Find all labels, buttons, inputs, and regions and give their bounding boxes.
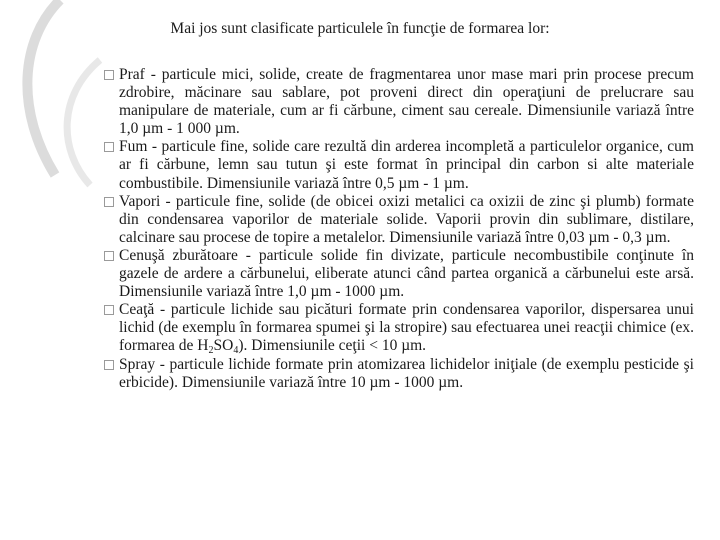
- formula-subscript-4: 4: [233, 345, 239, 357]
- bullet-box-icon: [104, 305, 114, 315]
- list-item: [104, 301, 694, 355]
- list-item-text: Cenuşă zburătoare - particule solide fin divizate, particule necombustibile conţinute în gazele de ardere a cărbunelui, eliberate atunci când partea organică a cărbunelui este arsă. Dimensiunile variază între 1,0 µm - 1000 µm.: [119, 246, 694, 301]
- bullet-box-icon: [104, 70, 114, 80]
- bullet-box-icon: [104, 251, 114, 261]
- list-item-text: Fum - particule fine, solide care rezultă din arderea incompletă a particulelor organice, cum ar fi cărbune, lemn sau tutun şi este format în principal din carbon si alte materiale combustibile. Dimensiunile variază între 0,5 µm - 1 µm.: [119, 138, 694, 192]
- bullet-box-icon: [104, 197, 114, 207]
- list-item-text: Spray - particule lichide formate prin atomizarea lichidelor iniţiale (de exemplu pesticide şi erbicide). Dimensiunile variază între 10 µm - 1000 µm.: [119, 355, 694, 391]
- particle-classification-list: [104, 66, 694, 392]
- list-item: [104, 356, 694, 392]
- list-item-text: Praf - particule mici, solide, create de fragmentarea unor mase mari prin procese precum zdrobire, măcinare sau sablare, pot proveni direct din operaţiuni de prelucrare sau manipulare de materiale, cum ar fi cărbune, ciment sau cereale. Dimensiunile variază între 1,0 µm - 1 000 µm.: [119, 66, 694, 138]
- list-item-text: [119, 301, 694, 355]
- formula-so: SO: [213, 337, 234, 355]
- decorative-arc-inner: [67, 60, 100, 185]
- formula-subscript-2: 2: [208, 345, 214, 357]
- text-before-formula: Ceaţă - particule lichide sau picături formate prin condensarea vaporilor, dispersarea unui lichid (de exemplu în formarea spumei şi la stropire) sau efectuarea unei reacţii chimice (ex. formarea de H: [119, 301, 694, 355]
- list-item: [104, 193, 694, 247]
- list-item: [104, 247, 694, 301]
- bullet-box-icon: [104, 142, 114, 152]
- page-title: Mai jos sunt clasificate particulele în funcţie de formarea lor:: [170, 20, 550, 37]
- list-item: [104, 138, 694, 192]
- list-item: [104, 66, 694, 138]
- bullet-box-icon: [104, 360, 114, 370]
- list-item-text: Vapori - particule fine, solide (de obicei oxizi metalici ca oxizii de zinc şi plumb) formate din condensarea vaporilor de materiale solide. Vaporii provin din sublimare, distilare, calcinare sau procese de topire a metalelor. Dimensiunile variază între 0,03 µm - 0,3 µm.: [119, 192, 694, 246]
- text-after-formula: ). Dimensiunile ceţii < 10 µm.: [238, 337, 427, 355]
